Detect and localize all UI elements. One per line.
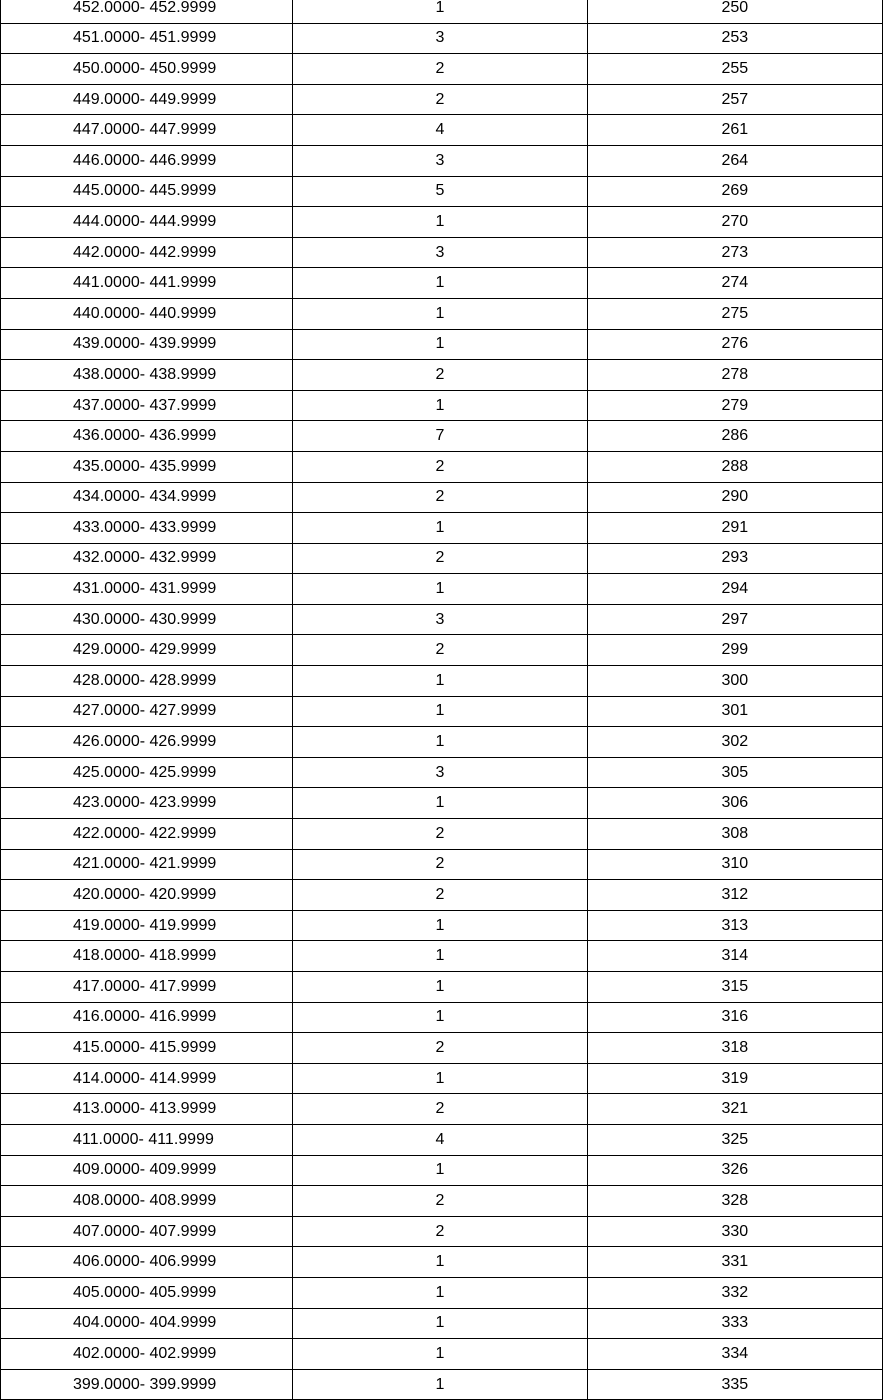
count-cell: 1 bbox=[293, 298, 587, 329]
count-cell: 1 bbox=[293, 268, 587, 299]
table-row bbox=[1, 1155, 883, 1186]
table-row bbox=[1, 972, 883, 1003]
cumulative-count-cell: 313 bbox=[587, 910, 882, 941]
count-cell: 2 bbox=[293, 1094, 587, 1125]
count-cell: 2 bbox=[293, 1186, 587, 1217]
table-row bbox=[1, 360, 883, 391]
score-range-cell: 447.0000- 447.9999 bbox=[1, 115, 293, 146]
table-row bbox=[1, 0, 883, 23]
score-range-cell: 439.0000- 439.9999 bbox=[1, 329, 293, 360]
cumulative-count-cell: 275 bbox=[587, 298, 882, 329]
score-range-cell: 406.0000- 406.9999 bbox=[1, 1247, 293, 1278]
table-row bbox=[1, 849, 883, 880]
cumulative-count-cell: 325 bbox=[587, 1124, 882, 1155]
cumulative-count-cell: 253 bbox=[587, 23, 882, 54]
table-row bbox=[1, 268, 883, 299]
score-range-cell: 425.0000- 425.9999 bbox=[1, 757, 293, 788]
table-row bbox=[1, 84, 883, 115]
cumulative-count-cell: 314 bbox=[587, 941, 882, 972]
score-range-cell: 437.0000- 437.9999 bbox=[1, 390, 293, 421]
cumulative-count-cell: 335 bbox=[587, 1369, 882, 1400]
count-cell: 1 bbox=[293, 1308, 587, 1339]
table-row bbox=[1, 574, 883, 605]
cumulative-count-cell: 315 bbox=[587, 972, 882, 1003]
score-range-cell: 404.0000- 404.9999 bbox=[1, 1308, 293, 1339]
table-row bbox=[1, 1186, 883, 1217]
count-cell: 3 bbox=[293, 23, 587, 54]
score-range-cell: 413.0000- 413.9999 bbox=[1, 1094, 293, 1125]
count-cell: 2 bbox=[293, 360, 587, 391]
count-cell: 1 bbox=[293, 329, 587, 360]
score-range-cell: 449.0000- 449.9999 bbox=[1, 84, 293, 115]
cumulative-count-cell: 318 bbox=[587, 1033, 882, 1064]
table-row bbox=[1, 54, 883, 85]
score-range-cell: 423.0000- 423.9999 bbox=[1, 788, 293, 819]
count-cell: 2 bbox=[293, 1033, 587, 1064]
table-row bbox=[1, 329, 883, 360]
cumulative-count-cell: 299 bbox=[587, 635, 882, 666]
table-row bbox=[1, 1369, 883, 1400]
table-row bbox=[1, 880, 883, 911]
count-cell: 1 bbox=[293, 788, 587, 819]
score-range-cell: 436.0000- 436.9999 bbox=[1, 421, 293, 452]
score-range-cell: 446.0000- 446.9999 bbox=[1, 145, 293, 176]
table-row bbox=[1, 23, 883, 54]
table-row bbox=[1, 145, 883, 176]
score-range-cell: 433.0000- 433.9999 bbox=[1, 513, 293, 544]
count-cell: 1 bbox=[293, 941, 587, 972]
cumulative-count-cell: 332 bbox=[587, 1277, 882, 1308]
count-cell: 2 bbox=[293, 543, 587, 574]
cumulative-count-cell: 291 bbox=[587, 513, 882, 544]
count-cell: 1 bbox=[293, 972, 587, 1003]
cumulative-count-cell: 290 bbox=[587, 482, 882, 513]
score-range-cell: 411.0000- 411.9999 bbox=[1, 1124, 293, 1155]
score-range-cell: 450.0000- 450.9999 bbox=[1, 54, 293, 85]
count-cell: 1 bbox=[293, 910, 587, 941]
table-row bbox=[1, 1063, 883, 1094]
cumulative-count-cell: 294 bbox=[587, 574, 882, 605]
table-row bbox=[1, 1002, 883, 1033]
count-cell: 3 bbox=[293, 604, 587, 635]
count-cell: 1 bbox=[293, 0, 587, 23]
table-row bbox=[1, 176, 883, 207]
table-row bbox=[1, 941, 883, 972]
score-range-cell: 441.0000- 441.9999 bbox=[1, 268, 293, 299]
score-range-cell: 426.0000- 426.9999 bbox=[1, 727, 293, 758]
table-row bbox=[1, 666, 883, 697]
cumulative-count-cell: 261 bbox=[587, 115, 882, 146]
cumulative-count-cell: 255 bbox=[587, 54, 882, 85]
score-range-cell: 419.0000- 419.9999 bbox=[1, 910, 293, 941]
score-range-cell: 420.0000- 420.9999 bbox=[1, 880, 293, 911]
count-cell: 1 bbox=[293, 574, 587, 605]
count-cell: 2 bbox=[293, 849, 587, 880]
score-range-cell: 415.0000- 415.9999 bbox=[1, 1033, 293, 1064]
table-row bbox=[1, 1094, 883, 1125]
count-cell: 4 bbox=[293, 1124, 587, 1155]
cumulative-count-cell: 308 bbox=[587, 819, 882, 850]
score-range-cell: 452.0000- 452.9999 bbox=[1, 0, 293, 23]
cumulative-count-cell: 278 bbox=[587, 360, 882, 391]
count-cell: 1 bbox=[293, 666, 587, 697]
count-cell: 2 bbox=[293, 84, 587, 115]
score-range-cell: 445.0000- 445.9999 bbox=[1, 176, 293, 207]
table-row bbox=[1, 1308, 883, 1339]
table-row bbox=[1, 482, 883, 513]
score-range-cell: 430.0000- 430.9999 bbox=[1, 604, 293, 635]
cumulative-count-cell: 334 bbox=[587, 1339, 882, 1370]
count-cell: 1 bbox=[293, 1369, 587, 1400]
table-row bbox=[1, 298, 883, 329]
count-cell: 1 bbox=[293, 1063, 587, 1094]
table-row bbox=[1, 543, 883, 574]
cumulative-count-cell: 306 bbox=[587, 788, 882, 819]
table-row bbox=[1, 1216, 883, 1247]
score-range-cell: 434.0000- 434.9999 bbox=[1, 482, 293, 513]
count-cell: 1 bbox=[293, 1339, 587, 1370]
table-row bbox=[1, 1277, 883, 1308]
score-range-cell: 408.0000- 408.9999 bbox=[1, 1186, 293, 1217]
cumulative-count-cell: 305 bbox=[587, 757, 882, 788]
score-range-cell: 405.0000- 405.9999 bbox=[1, 1277, 293, 1308]
table-row bbox=[1, 237, 883, 268]
table-row bbox=[1, 390, 883, 421]
table-row bbox=[1, 604, 883, 635]
cumulative-count-cell: 293 bbox=[587, 543, 882, 574]
cumulative-count-cell: 273 bbox=[587, 237, 882, 268]
count-cell: 4 bbox=[293, 115, 587, 146]
cumulative-count-cell: 297 bbox=[587, 604, 882, 635]
score-range-cell: 418.0000- 418.9999 bbox=[1, 941, 293, 972]
cumulative-count-cell: 264 bbox=[587, 145, 882, 176]
cumulative-count-cell: 269 bbox=[587, 176, 882, 207]
count-cell: 1 bbox=[293, 696, 587, 727]
cumulative-count-cell: 276 bbox=[587, 329, 882, 360]
table-row bbox=[1, 1033, 883, 1064]
score-range-cell: 414.0000- 414.9999 bbox=[1, 1063, 293, 1094]
count-cell: 2 bbox=[293, 880, 587, 911]
score-range-cell: 427.0000- 427.9999 bbox=[1, 696, 293, 727]
cumulative-count-cell: 321 bbox=[587, 1094, 882, 1125]
score-range-cell: 442.0000- 442.9999 bbox=[1, 237, 293, 268]
cumulative-count-cell: 316 bbox=[587, 1002, 882, 1033]
cumulative-count-cell: 274 bbox=[587, 268, 882, 299]
score-range-cell: 440.0000- 440.9999 bbox=[1, 298, 293, 329]
score-range-cell: 416.0000- 416.9999 bbox=[1, 1002, 293, 1033]
cumulative-count-cell: 300 bbox=[587, 666, 882, 697]
table-row bbox=[1, 115, 883, 146]
table-row bbox=[1, 1339, 883, 1370]
table-row bbox=[1, 696, 883, 727]
score-range-cell: 429.0000- 429.9999 bbox=[1, 635, 293, 666]
count-cell: 1 bbox=[293, 727, 587, 758]
cumulative-count-cell: 288 bbox=[587, 451, 882, 482]
score-range-cell: 417.0000- 417.9999 bbox=[1, 972, 293, 1003]
table-row bbox=[1, 207, 883, 238]
cumulative-count-cell: 310 bbox=[587, 849, 882, 880]
score-range-cell: 422.0000- 422.9999 bbox=[1, 819, 293, 850]
count-cell: 3 bbox=[293, 145, 587, 176]
score-range-cell: 407.0000- 407.9999 bbox=[1, 1216, 293, 1247]
count-cell: 2 bbox=[293, 451, 587, 482]
cumulative-count-cell: 331 bbox=[587, 1247, 882, 1278]
table-row bbox=[1, 788, 883, 819]
cumulative-count-cell: 328 bbox=[587, 1186, 882, 1217]
count-cell: 2 bbox=[293, 819, 587, 850]
cumulative-count-cell: 250 bbox=[587, 0, 882, 23]
score-range-cell: 435.0000- 435.9999 bbox=[1, 451, 293, 482]
count-cell: 1 bbox=[293, 390, 587, 421]
table-row bbox=[1, 1124, 883, 1155]
count-cell: 1 bbox=[293, 1155, 587, 1186]
score-range-cell: 431.0000- 431.9999 bbox=[1, 574, 293, 605]
score-range-cell: 451.0000- 451.9999 bbox=[1, 23, 293, 54]
score-range-cell: 438.0000- 438.9999 bbox=[1, 360, 293, 391]
cumulative-count-cell: 312 bbox=[587, 880, 882, 911]
count-cell: 1 bbox=[293, 207, 587, 238]
score-range-cell: 399.0000- 399.9999 bbox=[1, 1369, 293, 1400]
score-range-cell: 432.0000- 432.9999 bbox=[1, 543, 293, 574]
cumulative-count-cell: 330 bbox=[587, 1216, 882, 1247]
cumulative-count-cell: 257 bbox=[587, 84, 882, 115]
table-row bbox=[1, 910, 883, 941]
count-cell: 2 bbox=[293, 482, 587, 513]
table-row bbox=[1, 513, 883, 544]
table-row bbox=[1, 451, 883, 482]
count-cell: 5 bbox=[293, 176, 587, 207]
table-row bbox=[1, 421, 883, 452]
count-cell: 1 bbox=[293, 1247, 587, 1278]
score-range-cell: 444.0000- 444.9999 bbox=[1, 207, 293, 238]
count-cell: 3 bbox=[293, 237, 587, 268]
score-range-cell: 421.0000- 421.9999 bbox=[1, 849, 293, 880]
table-row bbox=[1, 819, 883, 850]
count-cell: 2 bbox=[293, 635, 587, 666]
cumulative-count-cell: 326 bbox=[587, 1155, 882, 1186]
score-range-cell: 402.0000- 402.9999 bbox=[1, 1339, 293, 1370]
cumulative-count-cell: 270 bbox=[587, 207, 882, 238]
cumulative-count-cell: 319 bbox=[587, 1063, 882, 1094]
count-cell: 1 bbox=[293, 1002, 587, 1033]
count-cell: 3 bbox=[293, 757, 587, 788]
cumulative-count-cell: 333 bbox=[587, 1308, 882, 1339]
score-range-cell: 409.0000- 409.9999 bbox=[1, 1155, 293, 1186]
cumulative-count-cell: 301 bbox=[587, 696, 882, 727]
table-row bbox=[1, 757, 883, 788]
count-cell: 2 bbox=[293, 54, 587, 85]
cumulative-count-cell: 286 bbox=[587, 421, 882, 452]
count-cell: 7 bbox=[293, 421, 587, 452]
score-range-cell: 428.0000- 428.9999 bbox=[1, 666, 293, 697]
count-cell: 1 bbox=[293, 1277, 587, 1308]
table-body bbox=[1, 0, 883, 1400]
table-row bbox=[1, 727, 883, 758]
cumulative-count-cell: 302 bbox=[587, 727, 882, 758]
cumulative-count-cell: 279 bbox=[587, 390, 882, 421]
table-row bbox=[1, 635, 883, 666]
table-row bbox=[1, 1247, 883, 1278]
count-cell: 2 bbox=[293, 1216, 587, 1247]
count-cell: 1 bbox=[293, 513, 587, 544]
